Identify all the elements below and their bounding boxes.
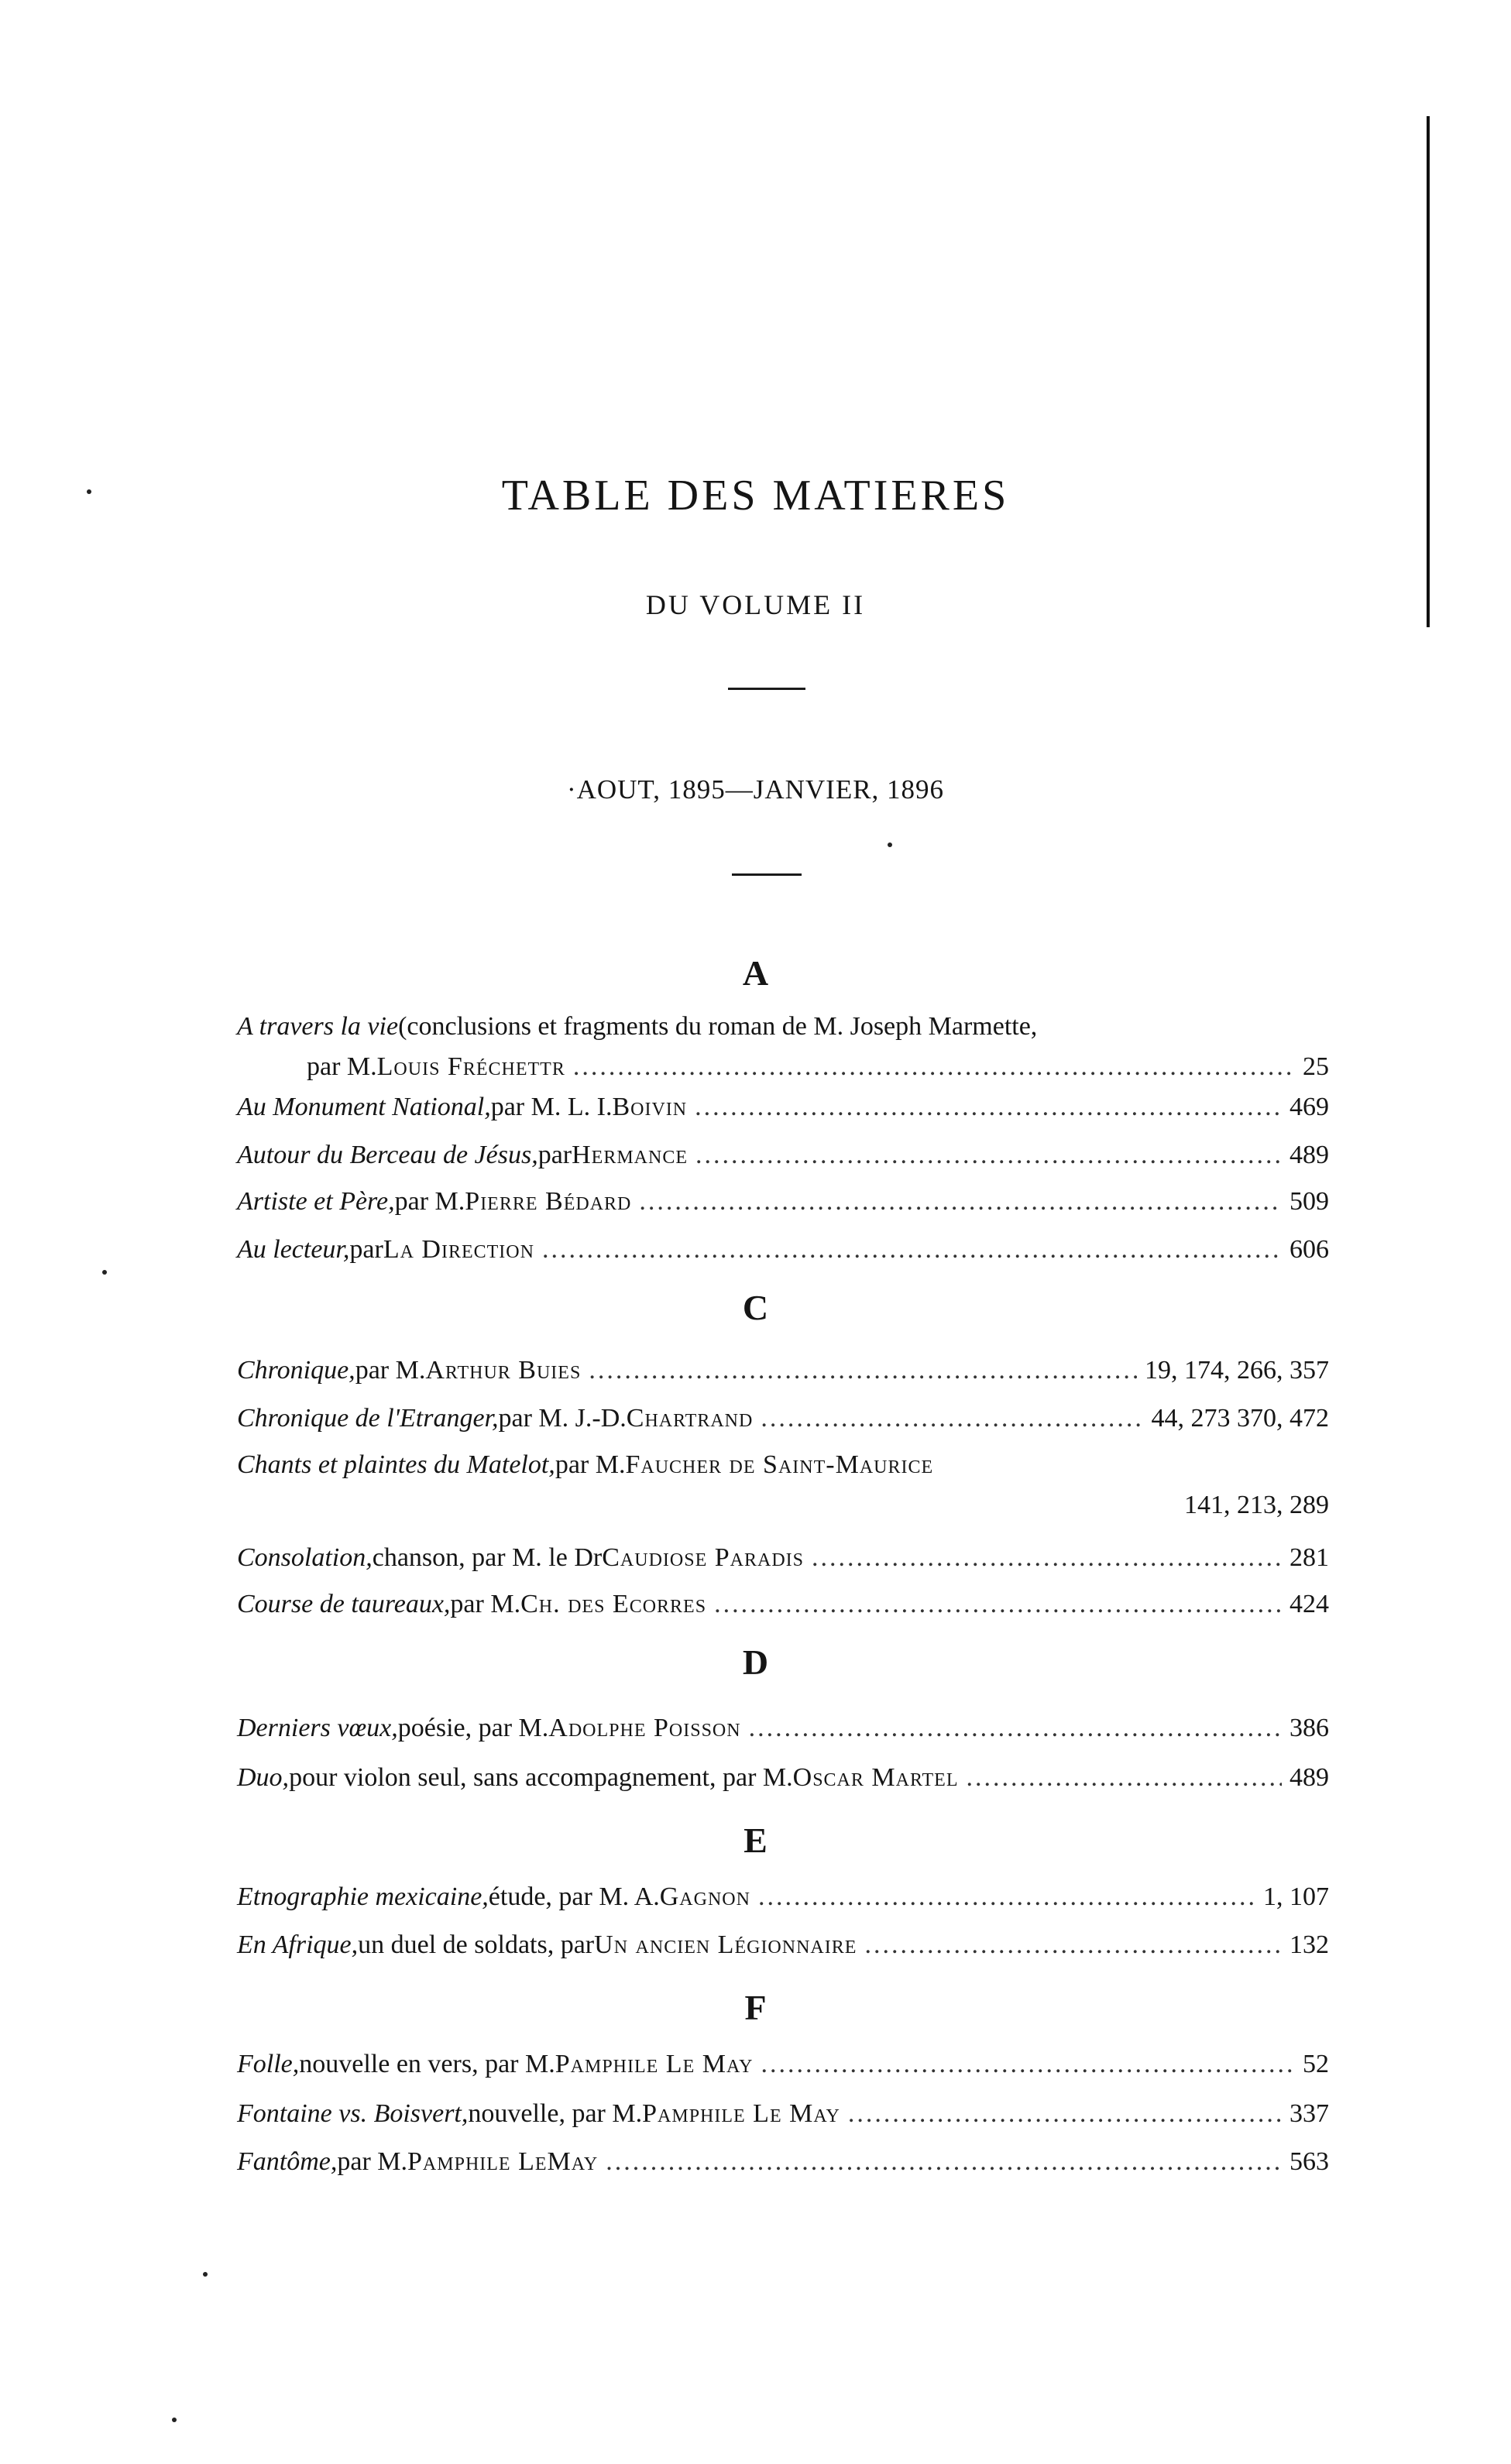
toc-entry (237, 1925, 1329, 1965)
entry-by: par (349, 1235, 383, 1264)
entry-by: nouvelle, par M. (468, 2099, 643, 2128)
entry-pages: 1, 107 (1263, 1882, 1329, 1911)
entry-author: Pamphile Le May (642, 2099, 840, 2128)
scan-speck (172, 2418, 177, 2422)
entry-title: Fontaine vs. Boisvert, (237, 2099, 469, 2128)
entry-by: un duel de soldats, par (358, 1930, 595, 1959)
leader-dots (967, 1758, 1283, 1798)
leader-dots (695, 1135, 1282, 1175)
entry-title: En Afrique, (237, 1930, 359, 1959)
divider-rule (732, 873, 802, 876)
date-range: ·AOUT, 1895—JANVIER, 1896 (566, 774, 945, 805)
entry-pages: 424 (1290, 1590, 1329, 1618)
leader-dots (589, 1350, 1137, 1391)
entry-author: Arthur Buies (425, 1356, 582, 1385)
leader-dots (542, 1230, 1282, 1270)
divider-rule (728, 688, 805, 690)
entry-author: Pamphile Le May (555, 2050, 754, 2078)
entry-title: Fantôme, (237, 2147, 338, 2176)
leader-dots (714, 1584, 1282, 1625)
entry-by: nouvelle en vers, par M. (299, 2050, 555, 2078)
entry-by: chanson, par M. le Dr (372, 1543, 603, 1572)
entry-by: par M. (450, 1590, 521, 1618)
entry-by: poésie, par M. (397, 1714, 549, 1742)
section-letter-f: F (744, 1988, 767, 2027)
entry-pages: 25 (1303, 1052, 1329, 1081)
entry-pages: 386 (1290, 1714, 1329, 1742)
leader-dots (695, 1087, 1282, 1127)
entry-author: Ch. des Ecorres (520, 1590, 707, 1618)
entry-title: Folle, (237, 2050, 300, 2078)
entry-title: Chants et plaintes du Matelot, (237, 1450, 555, 1479)
entry-title: Course de taureaux, (237, 1590, 451, 1618)
leader-dots (761, 2044, 1295, 2085)
entry-pages: 52 (1303, 2050, 1329, 2078)
entry-pages: 132 (1290, 1930, 1329, 1959)
entry-by: étude, par M. A. (488, 1882, 660, 1911)
entry-pages: 469 (1290, 1093, 1329, 1121)
toc-entry (237, 1398, 1329, 1439)
leader-dots (573, 1047, 1295, 1087)
entry-second-line (237, 1047, 1329, 1087)
section-letter-a: A (742, 953, 769, 993)
toc-entry (237, 1230, 1329, 1270)
scan-speck (203, 2272, 208, 2277)
toc-entry (237, 1584, 1329, 1625)
toc-entry (237, 2142, 1329, 2182)
entry-by: par M. (555, 1450, 626, 1479)
section-letter-d: D (742, 1642, 769, 1682)
toc-entry (237, 1538, 1329, 1578)
entry-by: par M. (394, 1187, 465, 1216)
entry-pages: 337 (1290, 2099, 1329, 2128)
leader-dots (606, 2142, 1282, 2182)
entry-title: Artiste et Père, (237, 1187, 395, 1216)
toc-entry (237, 2044, 1329, 2085)
entry-author: Un ancien Légionnaire (594, 1930, 857, 1959)
entry-by: par (537, 1141, 572, 1169)
toc-entry (237, 1350, 1329, 1391)
entry-pages: 489 (1290, 1141, 1329, 1169)
section-letter-c: C (742, 1288, 769, 1327)
page-title: TABLE DES MATIERES (501, 472, 1010, 520)
toc-entry (237, 1007, 1329, 1087)
entry-by: par M. (337, 2147, 408, 2176)
toc-entry (237, 1182, 1329, 1222)
entry-title: Etnographie mexicaine, (237, 1882, 489, 1911)
toc-entry (237, 1758, 1329, 1798)
leader-dots (812, 1538, 1282, 1578)
entry-title: Au Monument National, (237, 1093, 491, 1121)
leader-dots (864, 1925, 1282, 1965)
entry-author: La Direction (383, 1235, 534, 1264)
entry-title: A travers la vie (237, 1012, 399, 1041)
leader-dots (758, 1877, 1255, 1917)
toc-entry (237, 1087, 1329, 1127)
toc-entry (237, 1135, 1329, 1175)
entry-pages: 606 (1290, 1235, 1329, 1264)
entry-title: Derniers vœux, (237, 1714, 398, 1742)
entry-by: pour violon seul, sans accompagnement, par M. (289, 1763, 793, 1792)
entry-pages: 141, 213, 289 (1184, 1491, 1329, 1519)
entry-author: Hermance (572, 1141, 689, 1169)
entry-author: Pierre Bédard (465, 1187, 632, 1216)
entry-by: par M. (307, 1052, 377, 1081)
entry-author: Adolphe Poisson (548, 1714, 741, 1742)
entry-author: Oscar Martel (792, 1763, 959, 1792)
toc-entry (237, 1708, 1329, 1748)
entry-by: par M. J.-D. (498, 1404, 627, 1433)
entry-pages: 509 (1290, 1187, 1329, 1216)
leader-dots (761, 1398, 1143, 1439)
leader-dots (639, 1182, 1282, 1222)
scan-speck (102, 1270, 107, 1275)
scan-speck (888, 842, 892, 847)
scan-edge-line (1427, 116, 1430, 627)
entry-pages: 44, 273 370, 472 (1151, 1404, 1329, 1433)
entry-title: Autour du Berceau de Jésus, (237, 1141, 538, 1169)
entry-title: Chronique de l'Etranger, (237, 1404, 499, 1433)
entry-pages: 563 (1290, 2147, 1329, 2176)
toc-entry (237, 1877, 1329, 1917)
entry-author: Caudiose Paradis (602, 1543, 804, 1572)
entry-author: Louis Fréchettr (376, 1052, 565, 1081)
toc-entry (237, 2094, 1329, 2134)
entry-title: Duo, (237, 1763, 290, 1792)
entry-first-line (237, 1007, 1329, 1047)
entry-pages: 19, 174, 266, 357 (1145, 1356, 1329, 1385)
leader-dots (848, 2094, 1282, 2134)
section-letter-e: E (743, 1821, 768, 1860)
entry-author: Boivin (612, 1093, 688, 1121)
volume-subtitle: DU VOLUME II (645, 589, 866, 620)
entry-author: Pamphile LeMay (407, 2147, 599, 2176)
leader-dots (749, 1708, 1282, 1748)
entry-author: Faucher de Saint-Maurice (625, 1450, 934, 1479)
entry-title: Consolation, (237, 1543, 373, 1572)
entry-author: Chartrand (626, 1404, 754, 1433)
entry-by: par M. L. I. (490, 1093, 613, 1121)
toc-entry (237, 1445, 1329, 1525)
entry-by: par M. (355, 1356, 426, 1385)
entry-description: (conclusions et fragments du roman de M. Joseph Marmette, (398, 1012, 1038, 1041)
entry-title: Au lecteur, (237, 1235, 350, 1264)
entry-title: Chronique, (237, 1356, 355, 1385)
entry-pages: 489 (1290, 1763, 1329, 1792)
entry-author: Gagnon (659, 1882, 750, 1911)
entry-pages: 281 (1290, 1543, 1329, 1572)
